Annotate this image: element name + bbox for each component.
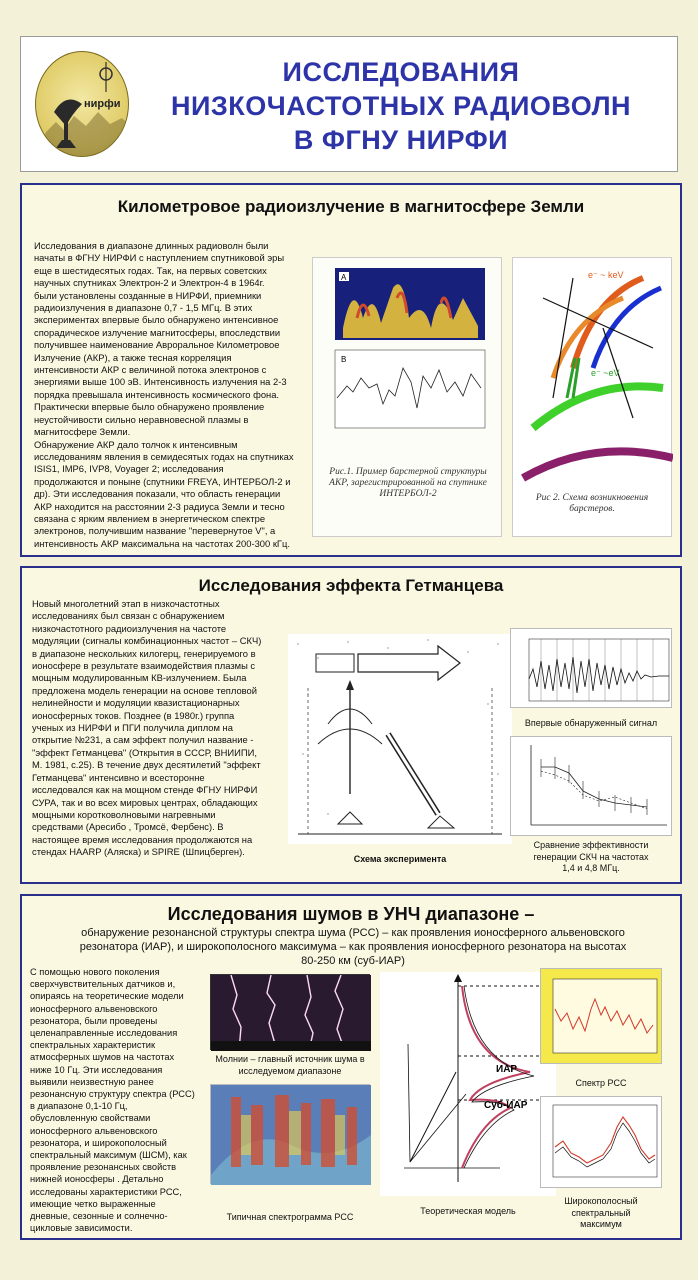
page-title [141,55,661,157]
fig-theory-model [380,972,556,1196]
lightning-photo [211,975,371,1051]
rss-spectrum-plot [541,969,663,1065]
section-akr-text: Исследования в диапазоне длинных радиоволн были начаты в ФГНУ НИРФИ с наступлением спутниковой эры еще в шестидесятых годах. Так, на первых советских научных спутниках Электрон-2 и Электрон-4 в 1964г. были установлены созданные в НИРФИ, приемники радиоизлучения в диапазоне 0,7 - 1,5 МГц. В этих экспериментах впервые было обнаружено интенсивное спорадическое излучение магнитосферы, впоследствии получившее наименование Авроральное Километровое Излучение (АКР), а также тесная корреляция интенсивности АКР с величиной потока электронов с энергиями выше 100 эВ. Интенсивность излучения на 2-3 порядка превышала интенсивность космического фона. Практически впервые было обнаружено проявление неустойчивости сильно неравновесной плазмы в магнитосфере Земли. Обнаружение АКР дало толчок к интенсивным исследованиям явления в семидесятых годах на спутниках ISIS1, IMP6, IVP8, Voyager 2; исследования продолжаются и поныне (спутники FREYA, ИНТЕРБОЛ-2 и др). Эти исследования показали, что область генерации АКР находится на расстоянии 2-3 радиуса Земли и тесно связана с ярким явлением в энергетическом спектре электронов, получившим название "перевернутое V", а интенсивность АКР максимальна на частотах 200-300 кГц. [34,240,294,549]
section-akr-title: Километровое радиоизлучение в магнитосфере Земли [117,197,585,216]
burster-scheme-diagram [513,258,673,488]
fig-rss-spectrum [540,968,662,1064]
fig1-label-a: A [341,273,347,282]
spectrum-caption: Спектр РСС [575,1078,627,1088]
wideband-max-plot [541,1097,663,1189]
fig-lightning [210,974,370,1050]
fig1-label-b: B [341,355,347,364]
fig2-label-ev: e⁻ ~eV [591,368,620,378]
lightning-caption: Молнии – главный источник шума в исследуемом диапазоне [215,1054,365,1076]
section-ulf-text: С помощью нового поколения сверхчувствительных датчиков и, опираясь на теоретические модели ионосферного альвеновского резонатора, были проведены целенаправленные исследования спектральных характеристик атмосферных шумов на частотах ниже 10 Гц. Эти исследования выявили неизвестную ранее резонансную структуру спектра (РСС) в диапазоне 0,1-10 Гц, обусловленную свойствами ионосферного альвеновского резонатора, и широкополосный спектральный максимум (ШСМ), как проявление резонансных свойств нижней ионосферы . Детально исследованы характеристики РСС, имеющие четко выраженные дневные, сезонные и солнечно- цикловые зависимости. [30,967,195,1234]
first-signal-plot [511,629,673,709]
generation-compare-plot [511,737,673,837]
title-line-2: НИЗКОЧАСТОТНЫХ РАДИОВОЛН [170,91,632,121]
nirfi-logo [35,51,129,157]
title-line-1: ИССЛЕДОВАНИЯ [282,57,520,87]
spectrogram-plot [211,1085,371,1185]
akr-burst-plot [313,258,503,438]
fig-generation-compare [510,736,672,836]
header-panel [20,36,678,172]
signal-caption: Впервые обнаруженный сигнал [524,718,658,728]
section-getmantsev-text: Новый многолетний этап в низкочастотных исследованиях был связан с обнаружением низкочастотного радиоизлучения на частоте модуляции (сигналы комбинационных частот – СКЧ) в диапазоне нескольких килогерц, генерируемого в ионосфере в результате взаимодействия плазмы с мощным модулированным КВ-излучением. Была предложена модель генерации на основе тепловой нелинейности и модуляции квазистационарных ионосферных токов. Позднее (в 1980г.) группа ученых из НИРФИ и ПГИ получила диплом на открытие №231, а сам эффект получил название - "эффект Гетманцева" (Открытия в СССР, ВНИИПИ, М. 1981, с.25). В течение двух десятилетий "эффект Гетманцева" интенсивно и всесторонне исследовался как на мощном стенде ФГНУ НИРФИ СУРА, так и во всех мировых центрах, обладающих мощными коротковолновыми нагревными средствами (Аресибо , Тромсё, Фербенс). В настоящее время исследования продолжаются на стендах HAARP (Аляска) и SPIRE (Шпицберген). [32,598,262,858]
logo-label: нирфи [84,98,121,110]
section-ulf-noise [20,894,682,1240]
section-getmantsev [20,566,682,884]
wideband-caption: Широкополосный спектральный максимум [564,1196,638,1229]
spectrogram-caption: Типичная спектрограмма РСС [226,1212,354,1222]
experiment-scheme-diagram [288,634,512,844]
fig-wideband-max [540,1096,662,1188]
section-akr [20,183,682,557]
model-label-subiar: Суб-ИАР [484,1100,528,1111]
title-line-3: В ФГНУ НИРФИ [293,125,509,155]
fig2-caption: Рис 2. Схема возникновения барстеров. [535,493,649,514]
fig-spectrogram [210,1084,370,1184]
section-ulf-title: Исследования шумов в УНЧ диапазоне – [167,904,535,924]
scheme-caption: Схема эксперимента [353,854,447,864]
compare-caption: Сравнение эффективности генерации СКЧ на частотах 1,4 и 4,8 МГц. [533,840,649,873]
fig-experiment-scheme [288,634,512,844]
model-caption: Теоретическая модель [420,1206,516,1216]
section-ulf-subtitle: обнаружение резонансной структуры спектра шума (РСС) – как проявления ионосферного альвеновского резонатора (ИАР), и широкополосного максимума – как проявления ионосферного резонатора на высотах 80-250 км (суб-ИАР) [79,927,627,967]
fig-first-signal [510,628,672,708]
model-label-iar: ИАР [496,1064,518,1075]
fig2-label-kev: e⁻ ~ keV [588,270,624,280]
section-getmantsev-title: Исследования эффекта Гетманцева [198,576,504,595]
fig1-caption: Рис.1. Пример барстерной структуры АКР, зарегистрированной на спутнике ИНТЕРБОЛ-2 [329,467,487,499]
theory-model-diagram [380,972,556,1196]
